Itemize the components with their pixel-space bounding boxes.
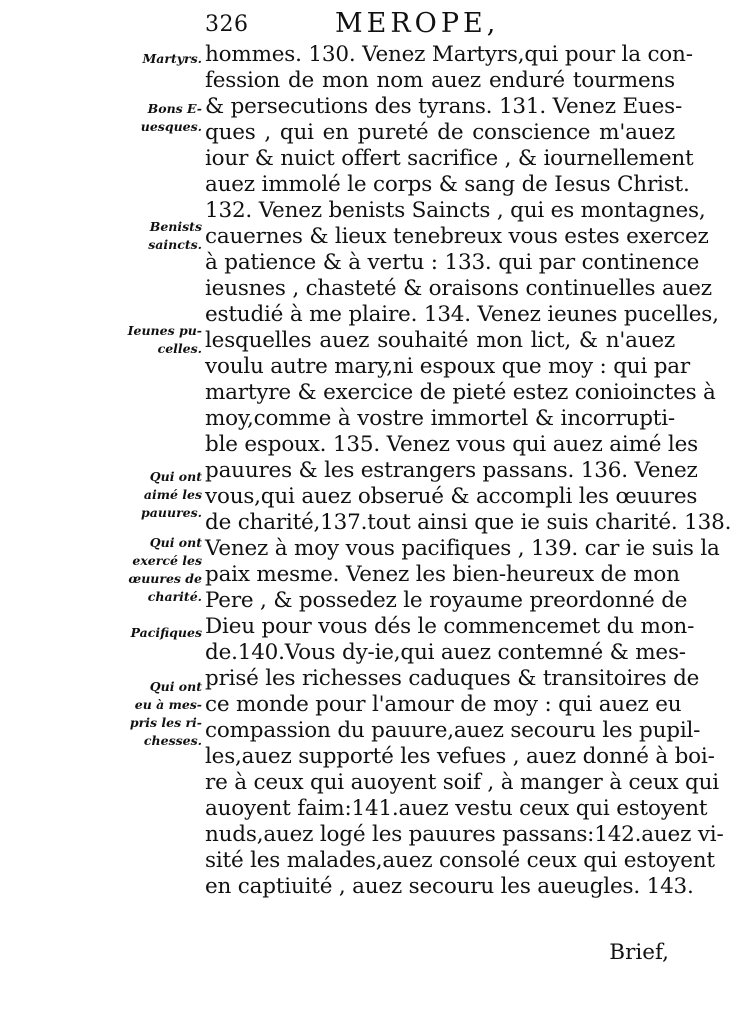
text-line: estudié à me plaire. 134. Venez ieunes pucelles, (205, 302, 719, 327)
text-line: re à ceux qui auoyent soif , à manger à ceux qui (205, 770, 719, 795)
text-line: en captiuité , auez secouru les aueugles. 143. (205, 874, 694, 899)
text-line: hommes. 130. Venez Martyrs,qui pour la con- (205, 42, 693, 67)
text-line: auez immolé le corps & sang de Iesus Christ. (205, 172, 690, 197)
page-header (205, 8, 675, 42)
text-line: auoyent faim:141.auez vestu ceux qui estoyent (205, 796, 708, 821)
text-line: martyre & exercice de pieté estez conioinctes à (205, 380, 716, 405)
margin-note: Martyrs. (142, 51, 202, 66)
text-line: les,auez supporté les vefues , auez donné à boi- (205, 744, 715, 769)
text-line: paix mesme. Venez les bien-heureux de mon (205, 562, 680, 587)
text-line: 132. Venez benists Saincts , qui es montagnes, (205, 198, 706, 223)
text-line: ieusnes , chasteté & oraisons continuelles auez (205, 276, 712, 301)
text-line: de.140.Vous dy-ie,qui auez contemné & mes- (205, 640, 686, 665)
text-line: ble espoux. 135. Venez vous qui auez aimé les (205, 432, 698, 457)
margin-note: Qui ont eu à mes- pris les ri- chesses. (129, 679, 202, 748)
margin-note: Qui ont aimé les pauures. (141, 469, 202, 520)
text-line: moy,comme à vostre immortel & incorrupti- (205, 406, 675, 431)
text-line: lesquelles auez souhaité mon lict, & n'auez (205, 328, 675, 353)
text-line: compassion du pauure,auez secouru les pupil- (205, 718, 701, 743)
margin-note: Ieunes pu- celles. (127, 323, 202, 356)
text-line: fession de mon nom auez enduré tourmens (205, 68, 675, 93)
margin-note: Pacifiques (130, 625, 202, 640)
text-line: prisé les richesses caduques & transitoires de (205, 666, 700, 691)
margin-note: Bons E- uesques. (140, 101, 202, 134)
text-line: pauures & les estrangers passans. 136. Venez (205, 458, 698, 483)
text-line: ce monde pour l'amour de moy : qui auez eu (205, 692, 682, 717)
catchword: Brief, (609, 940, 669, 965)
text-line: & persecutions des tyrans. 131. Venez Eues- (205, 94, 683, 119)
text-line: cauernes & lieux tenebreux vous estes exercez (205, 224, 709, 249)
text-line: de charité,137.tout ainsi que ie suis charité. 138. (205, 510, 732, 535)
text-line: iour & nuict offert sacrifice , & iournellement (205, 146, 694, 171)
text-line: sité les malades,auez consolé ceux qui estoyent (205, 848, 715, 873)
text-line: vous,qui auez obserué & accompli les œuures (205, 484, 698, 509)
text-line: nuds,auez logé les pauures passans:142.auez vi- (205, 822, 724, 847)
body-text (205, 42, 732, 900)
page-number: 326 (205, 12, 249, 37)
text-line: à patience & à vertu : 133. qui par continence (205, 250, 700, 275)
margin-note: Benists saincts. (148, 219, 202, 252)
text-line: Dieu pour vous dés le commencemet du mon- (205, 614, 695, 639)
text-line: Venez à moy vous pacifiques , 139. car ie suis la (205, 536, 720, 561)
margin-note: Qui ont exercé les œuures de charité. (128, 535, 202, 604)
text-line: Pere , & possedez le royaume preordonné de (205, 588, 688, 613)
text-line: ques , qui en pureté de conscience m'auez (205, 120, 675, 145)
text-line: voulu autre mary,ni espoux que moy : qui par (205, 354, 691, 379)
running-title: MEROPE, (335, 8, 500, 39)
margin-notes (98, 50, 202, 810)
